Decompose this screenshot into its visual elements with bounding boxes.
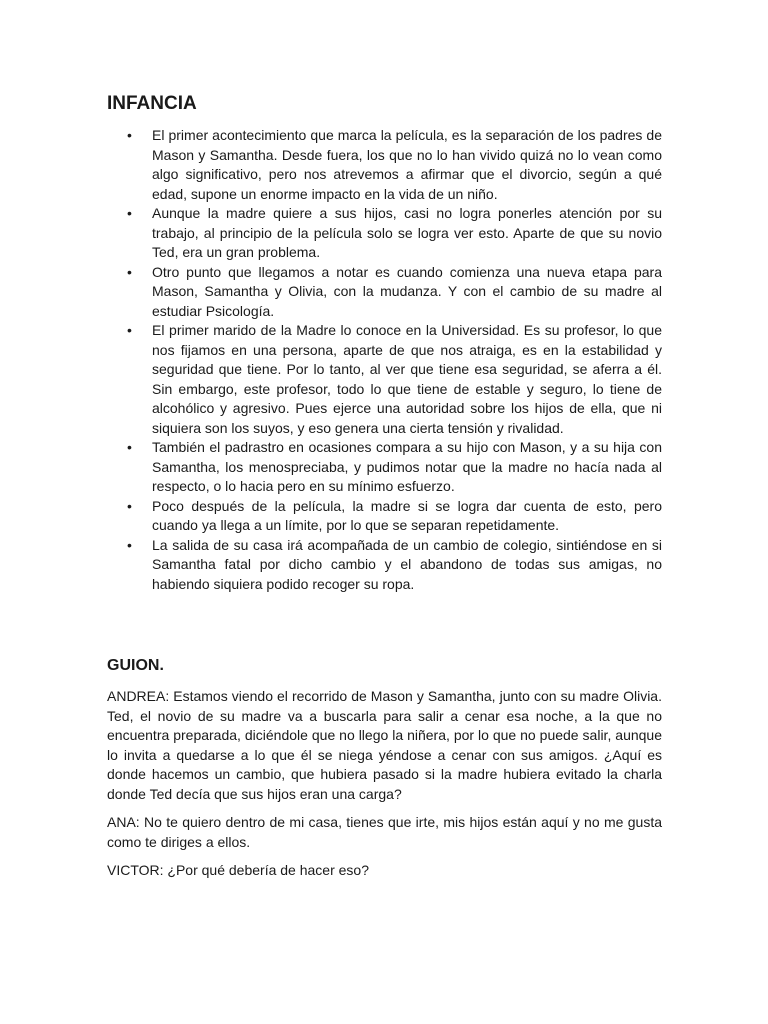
section-heading-guion: GUION. <box>107 657 164 674</box>
dialogue-paragraph-victor: VICTOR: ¿Por qué debería de hacer eso? <box>107 862 369 878</box>
list-item-text: La salida de su casa irá acompañada de un cambio de colegio, sintiéndose en si Samantha fatal por dicho cambio y el abandono de todas sus amigas, no habiendo siquiera podido recoger su ropa. <box>152 536 662 592</box>
list-item-text: También el padrastro en ocasiones compara a su hijo con Mason, y a su hija con Samantha, los menospreciaba, y pudimos notar que la madre no hacía nada al respecto, o lo hacia pero en su mínimo esfuerzo. <box>152 439 662 494</box>
dialogue-section <box>107 687 662 890</box>
bullet-icon: • <box>127 263 132 280</box>
dialogue-paragraph-ana: ANA: No te quiero dentro de mi casa, tienes que irte, mis hijos están aquí y no me gusta como te diriges a ellos. <box>107 814 662 850</box>
list-item-text: El primer marido de la Madre lo conoce en la Universidad. Es su profesor, lo que nos fijamos en una persona, aparte de que nos atraiga, es en la estabilidad y seguridad que tiene. Por lo tanto, al ver que tiene esa seguridad, se aferra a él. Sin embargo, este profesor, todo lo que tiene de estable y seguro, lo tiene de alcohólico y agresivo. Pues ejerce una autoridad sobre los hijos de ella, que ni siquiera son los suyos, y eso genera una cierta tensión y rivalidad. <box>152 322 662 436</box>
bullet-icon: • <box>127 322 132 338</box>
bullet-icon: • <box>127 439 132 455</box>
bullet-icon: • <box>127 497 132 514</box>
list-item-text: El primer acontecimiento que marca la película, es la separación de los padres de Mason y Samantha. Desde fuera, los que no lo han vivido quizá no lo vean como algo significativo, pero nos atrevemos a afirmar que el divorcio, según a qué edad, supone un enorme impacto en la vida de un niño. <box>152 127 662 202</box>
section-heading-infancia: INFANCIA <box>107 93 197 114</box>
list-item-text: Otro punto que llegamos a notar es cuando comienza una nueva etapa para Mason, Samantha y Olivia, con la mudanza. Y con el cambio de su madre al estudiar Psicología. <box>152 263 662 319</box>
list-item <box>127 204 662 263</box>
list-item-text: Aunque la madre quiere a sus hijos, casi no logra ponerles atención por su trabajo, al principio de la película solo se logra ver esto. Aparte de que su novio Ted, era un gran problema. <box>152 205 662 260</box>
list-item <box>127 438 662 497</box>
list-item <box>127 126 662 204</box>
list-item <box>127 497 662 536</box>
bullet-icon: • <box>127 536 132 553</box>
bullet-icon: • <box>127 127 132 143</box>
bullet-list <box>127 126 662 594</box>
list-item <box>127 536 662 595</box>
list-item <box>127 263 662 322</box>
list-item <box>127 321 662 438</box>
list-item-text: Poco después de la película, la madre si se logra dar cuenta de esto, pero cuando ya llega a un límite, por lo que se separan repetidamente. <box>152 497 662 533</box>
bullet-icon: • <box>127 205 132 221</box>
dialogue-paragraph-andrea: ANDREA: Estamos viendo el recorrido de Mason y Samantha, junto con su madre Olivia. Ted, el novio de su madre va a buscarla para salir a cenar esa noche, a la que no encuentra preparada, diciéndole que no llego la niñera, por lo que no puede salir, aunque lo invita a quedarse a lo que él se niega yéndose a cenar con sus amigos. ¿Aquí es donde hacemos un cambio, que hubiera pasado si la madre hubiera evitado la charla donde Ted decía que sus hijos eran una carga? <box>107 688 662 802</box>
